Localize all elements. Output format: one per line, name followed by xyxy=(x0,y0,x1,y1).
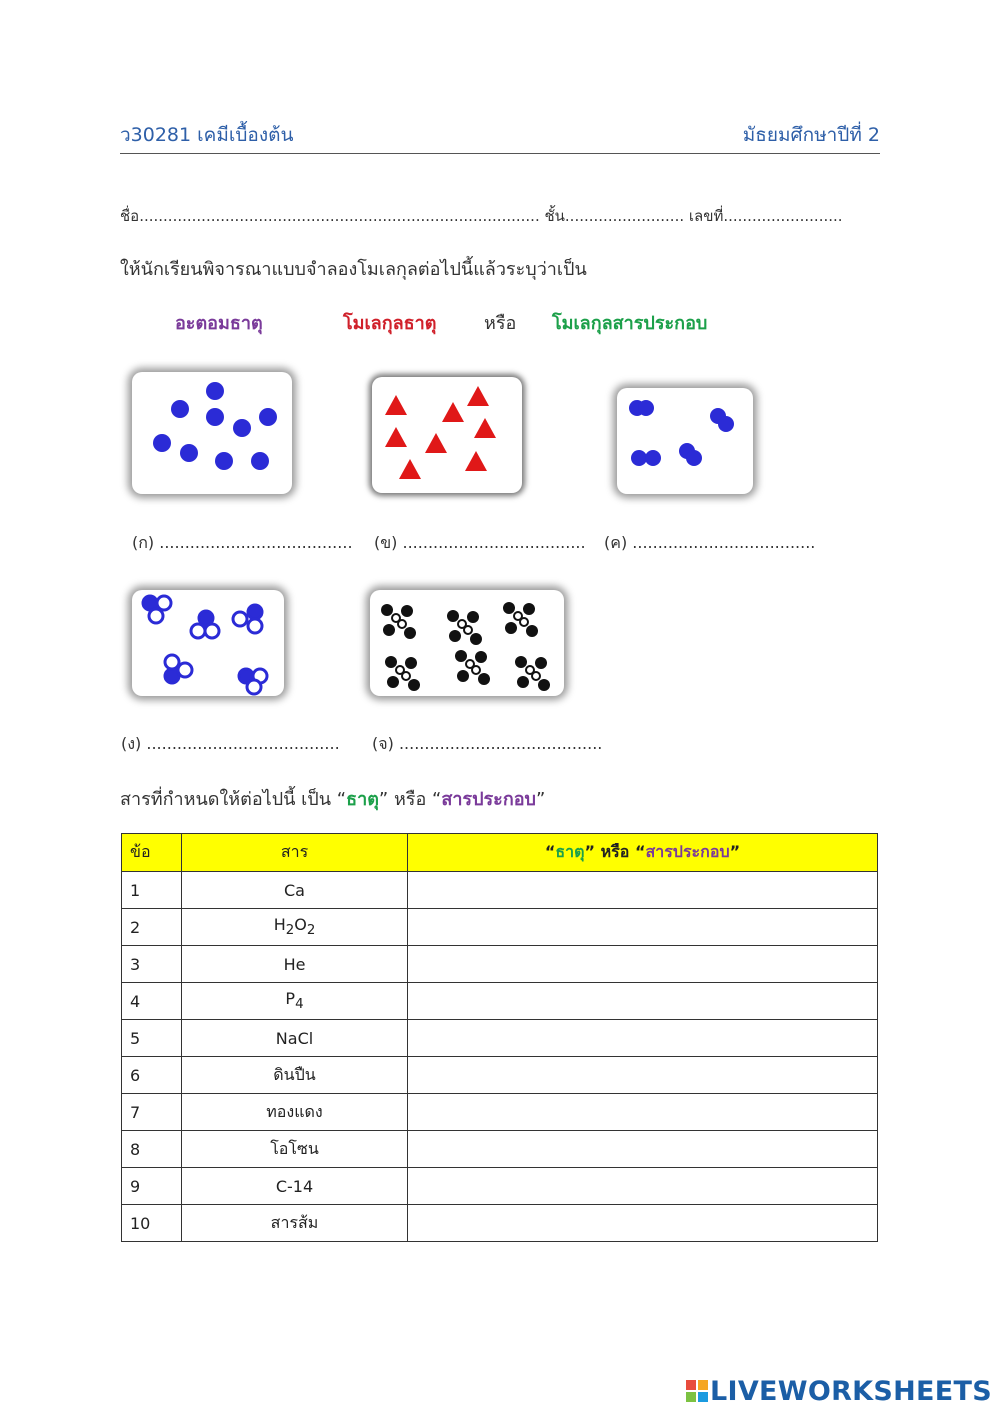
instruction-text: ให้นักเรียนพิจารณาแบบจำลองโมเลกุลต่อไปนี้แล้วระบุว่าเป็น xyxy=(120,259,587,280)
table-row xyxy=(122,1168,878,1205)
atom-circle xyxy=(251,452,269,470)
atom-circle xyxy=(171,400,189,418)
q2-element-word: ธาตุ xyxy=(346,789,379,810)
header-answer-element: ธาตุ xyxy=(555,842,585,861)
option-atom: อะตอมธาตุ xyxy=(175,313,263,334)
header-answer-compound: สารประกอบ xyxy=(645,842,730,861)
table-row xyxy=(122,1020,878,1057)
row-number: 4 xyxy=(122,983,182,1020)
row-answer-field[interactable] xyxy=(408,872,878,909)
grade-level: มัธยมศึกษาปีที่ 2 xyxy=(742,124,880,146)
triangle-shape xyxy=(385,395,407,415)
row-substance: ดินปืน xyxy=(182,1057,408,1094)
row-number: 3 xyxy=(122,946,182,983)
compound-molecule xyxy=(447,610,482,645)
header-answer-open: “ xyxy=(544,842,556,861)
model-e-label: (จ) ........................................ xyxy=(372,734,603,753)
row-substance: $H_2O_2$ xyxy=(182,909,408,946)
table-row xyxy=(122,872,878,909)
model-b-label: (ข) .................................... xyxy=(374,533,586,552)
triangle-shape xyxy=(399,459,421,479)
row-substance: สารส้ม xyxy=(182,1205,408,1242)
row-answer-field[interactable] xyxy=(408,909,878,946)
table-row xyxy=(122,1057,878,1094)
option-element-molecule: โมเลกุลธาตุ xyxy=(343,313,437,334)
atom-circle xyxy=(645,450,661,466)
q2-compound-word: สารประกอบ xyxy=(441,789,536,810)
hollow-atom xyxy=(149,609,163,623)
model-e-drawing xyxy=(370,590,564,696)
table-row xyxy=(122,1094,878,1131)
model-a-box xyxy=(132,372,292,494)
hollow-atom xyxy=(247,680,261,694)
q2-prefix: สารที่กำหนดให้ต่อไปนี้ เป็น “ xyxy=(120,789,347,810)
model-a-drawing xyxy=(132,372,292,494)
header-divider xyxy=(120,153,880,154)
model-e-box xyxy=(370,590,564,696)
hollow-atom xyxy=(205,624,219,638)
row-substance: NaCl xyxy=(182,1020,408,1057)
option-compound-molecule: โมเลกุลสารประกอบ xyxy=(552,313,708,334)
row-answer-field[interactable] xyxy=(408,1057,878,1094)
row-number: 7 xyxy=(122,1094,182,1131)
row-substance: C-14 xyxy=(182,1168,408,1205)
hollow-atom xyxy=(157,596,171,610)
hollow-atom xyxy=(178,663,192,677)
row-number: 10 xyxy=(122,1205,182,1242)
row-answer-field[interactable] xyxy=(408,983,878,1020)
row-answer-field[interactable] xyxy=(408,1205,878,1242)
model-c-box xyxy=(617,388,753,494)
hollow-atom xyxy=(165,655,179,669)
table-row xyxy=(122,946,878,983)
option-or: หรือ xyxy=(484,313,517,334)
atom-circle xyxy=(638,400,654,416)
row-answer-field[interactable] xyxy=(408,946,878,983)
row-substance: โอโซน xyxy=(182,1131,408,1168)
q2-mid: ” หรือ “ xyxy=(378,789,442,810)
course-title: ว30281 เคมีเบื้องต้น xyxy=(120,124,294,146)
compound-molecule xyxy=(515,656,550,691)
row-number: 8 xyxy=(122,1131,182,1168)
atom-circle xyxy=(153,434,171,452)
row-answer-field[interactable] xyxy=(408,1020,878,1057)
triangle-shape xyxy=(465,451,487,471)
q2-suffix: ” xyxy=(536,789,546,810)
atom-circle xyxy=(180,444,198,462)
table-row xyxy=(122,1131,878,1168)
answer-table xyxy=(121,833,878,1242)
row-number: 6 xyxy=(122,1057,182,1094)
row-substance: ทองแดง xyxy=(182,1094,408,1131)
atom-circle xyxy=(206,408,224,426)
table-row xyxy=(122,983,878,1020)
row-number: 9 xyxy=(122,1168,182,1205)
model-b-drawing xyxy=(372,377,522,493)
header-answer-mid: ” หรือ “ xyxy=(584,842,646,861)
triangle-shape xyxy=(442,402,464,422)
triangle-shape xyxy=(425,433,447,453)
table-header-row xyxy=(122,834,878,872)
header-answer-close: ” xyxy=(729,842,741,861)
atom-circle xyxy=(631,450,647,466)
model-d-label: (ง) ...................................... xyxy=(121,734,340,753)
compound-molecule xyxy=(381,604,416,639)
model-c-label: (ค) .................................... xyxy=(604,533,816,552)
liveworksheets-logo xyxy=(686,1376,992,1407)
model-a-label: (ก) ...................................... xyxy=(132,533,353,552)
hollow-atom xyxy=(233,612,247,626)
model-b-box xyxy=(372,377,522,493)
model-d-drawing xyxy=(132,590,284,696)
hollow-atom xyxy=(248,619,262,633)
table-row xyxy=(122,1205,878,1242)
triangle-shape xyxy=(474,418,496,438)
compound-molecule xyxy=(385,656,420,691)
row-substance: Ca xyxy=(182,872,408,909)
atom-circle xyxy=(233,419,251,437)
atom-circle xyxy=(206,382,224,400)
model-d-box xyxy=(132,590,284,696)
filled-atom xyxy=(248,605,262,619)
row-substance: $P_4$ xyxy=(182,983,408,1020)
atom-circle xyxy=(215,452,233,470)
row-number: 2 xyxy=(122,909,182,946)
compound-molecule xyxy=(503,602,538,637)
hollow-atom xyxy=(191,624,205,638)
compound-molecule xyxy=(455,650,490,685)
row-answer-field[interactable] xyxy=(408,1094,878,1131)
header-answer xyxy=(408,834,878,872)
atom-circle xyxy=(686,450,702,466)
table-body xyxy=(122,872,878,1242)
triangle-shape xyxy=(467,386,489,406)
header-no: ข้อ xyxy=(122,834,182,872)
liveworksheets-brand: LIVEWORKSHEETS xyxy=(709,1376,992,1407)
question-2-text xyxy=(120,784,545,813)
atom-circle xyxy=(259,408,277,426)
row-number: 1 xyxy=(122,872,182,909)
table-row xyxy=(122,909,878,946)
header-substance: สาร xyxy=(182,834,408,872)
liveworksheets-logo-icon xyxy=(686,1380,708,1402)
row-number: 5 xyxy=(122,1020,182,1057)
row-answer-field[interactable] xyxy=(408,1168,878,1205)
student-info-line: ชื่อ.................................................................................... ชั้น......................... เลขที่......................... xyxy=(120,207,843,225)
row-substance: He xyxy=(182,946,408,983)
atom-circle xyxy=(718,416,734,432)
row-answer-field[interactable] xyxy=(408,1131,878,1168)
triangle-shape xyxy=(385,427,407,447)
model-c-drawing xyxy=(617,388,753,494)
